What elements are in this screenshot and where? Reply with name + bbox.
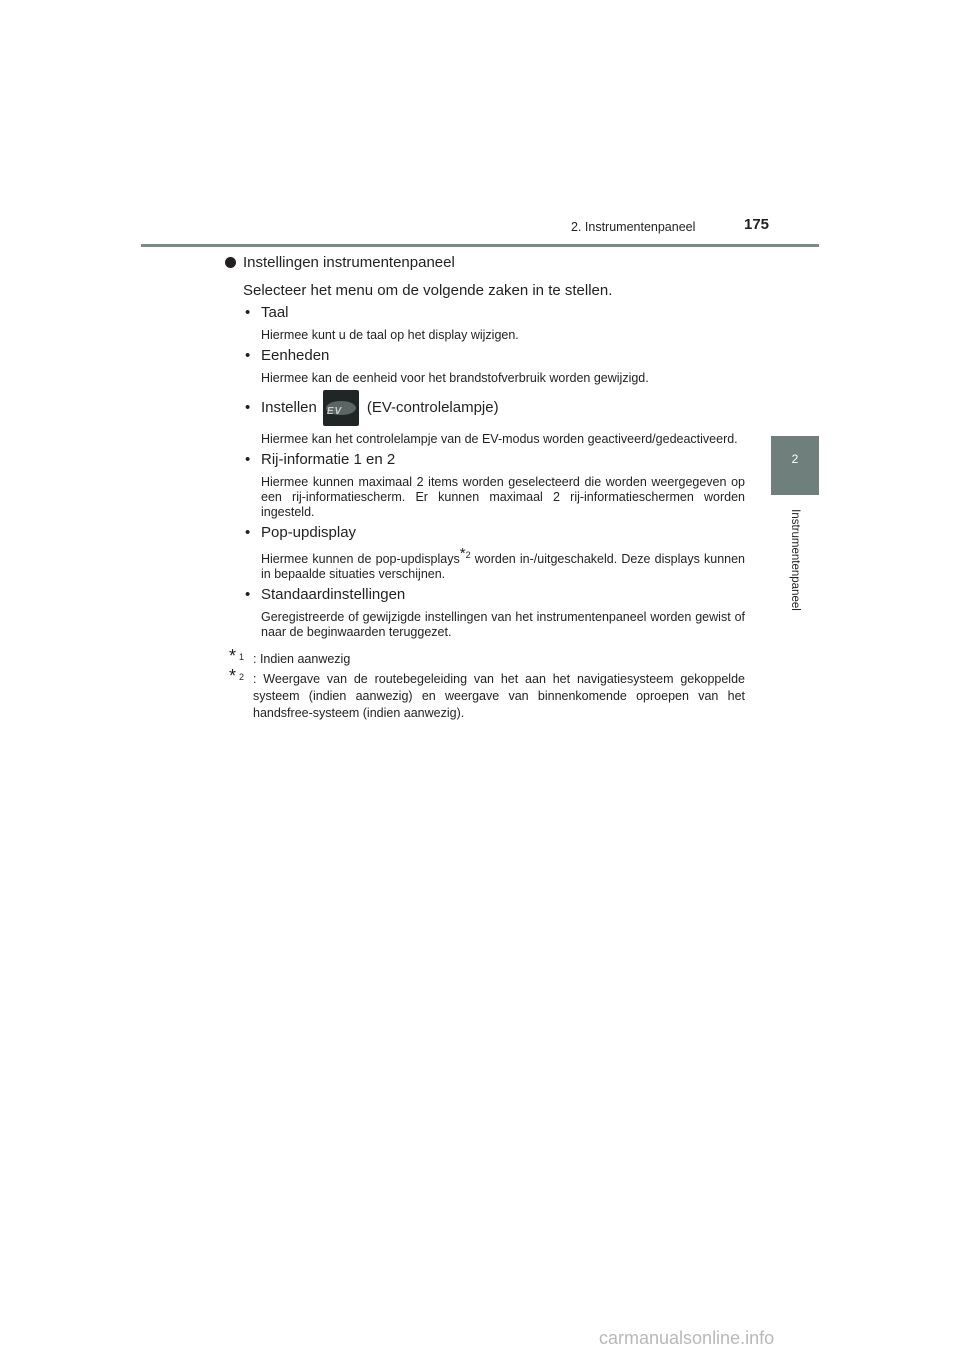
item-title: Standaardinstellingen <box>261 586 406 604</box>
main-content <box>225 254 745 644</box>
bullet-circle-icon <box>225 257 236 268</box>
item-title: Taal <box>261 304 289 321</box>
bullet-icon: • <box>245 586 251 604</box>
footnote-text: : Weergave van de routebegeleiding van het aan het navigatiesysteem gekoppelde systeem (indien aanwezig) en weergave van binnenkomende oproepen van het handsfree-systeem (indien aanwezig). <box>253 672 745 720</box>
footnote: * 2 : Weergave van de routebegeleiding van het aan het navigatiesysteem gekoppelde systeem (indien aanwezig) en weergave van binnenkomende oproepen van het handsfree-systeem (indien aanwezig). <box>229 666 745 720</box>
list-item <box>245 451 745 520</box>
intro-text: Selecteer het menu om de volgende zaken in te stellen. <box>243 282 613 299</box>
bullet-icon: • <box>245 347 251 364</box>
item-description: Hiermee kan het controlelampje van de EV-modus worden geactiveerd/gedeactiveerd. <box>261 432 738 446</box>
list-item <box>245 347 745 386</box>
item-title-after: (EV-controlelampje) <box>366 399 499 416</box>
section-heading-text: Instellingen instrumentenpaneel <box>243 254 455 271</box>
section-heading <box>225 254 745 272</box>
watermark: carmanualsonline.info <box>599 1328 775 1348</box>
item-title: Pop-updisplay <box>261 524 357 541</box>
bullet-icon: • <box>245 451 251 468</box>
footnotes <box>229 646 745 725</box>
footnote: * 1 : Indien aanwezig <box>229 646 351 666</box>
chapter-tab-number: 2 <box>791 452 799 466</box>
list-item <box>245 586 745 640</box>
page-number: 175 <box>744 216 770 233</box>
bullet-icon: • <box>245 399 251 416</box>
list-item <box>245 304 745 343</box>
header-section-title: 2. Instrumentenpaneel <box>571 220 696 234</box>
item-title: Eenheden <box>261 347 330 364</box>
item-description: Hiermee kan de eenheid voor het brandstofverbruik worden gewijzigd. <box>261 371 649 385</box>
item-description: Hiermee kunt u de taal op het display wijzigen. <box>261 328 519 342</box>
item-description: Geregistreerde of gewijzigde instellingen van het instrumentenpaneel worden gewist of naar de beginwaarden teruggezet. <box>261 610 745 640</box>
bullet-icon: • <box>245 524 251 541</box>
list-item <box>245 390 745 447</box>
chapter-side-label: Instrumentenpaneel <box>789 509 801 611</box>
ev-indicator-icon: EV <box>323 390 359 426</box>
item-title-before: Instellen <box>261 399 317 416</box>
item-description: Hiermee kunnen maximaal 2 items worden geselecteerd die worden weergegeven op een rij-informatiescherm. Er kunnen maximaal 2 rij-informatieschermen worden ingesteld. <box>261 475 745 519</box>
item-title: Rij-informatie 1 en 2 <box>261 451 396 468</box>
footnote-reference: * <box>459 545 466 562</box>
item-description: Hiermee kunnen de pop-updisplays*$^2$ worden in-/uitgeschakeld. Deze displays kunnen in bepaalde situaties verschijnen. <box>261 545 745 582</box>
header-rule <box>141 244 819 247</box>
footnote-text: : Indien aanwezig <box>253 652 351 666</box>
list-item <box>245 524 745 582</box>
chapter-tab <box>771 436 819 495</box>
bullet-icon: • <box>245 304 251 321</box>
